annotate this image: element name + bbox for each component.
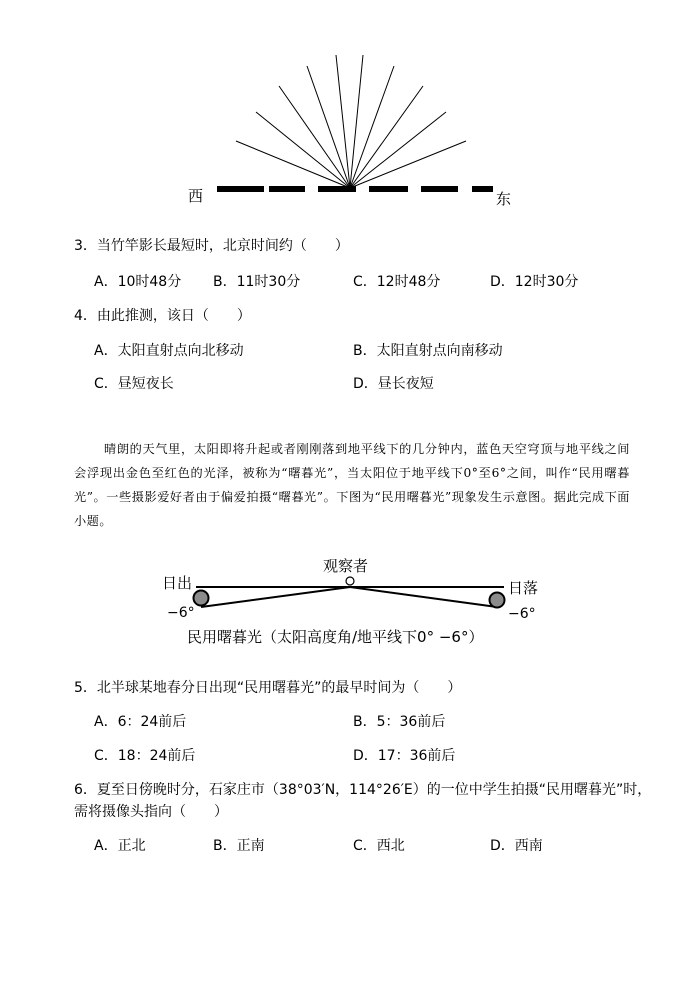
q6-stem-line2: 需将摄像头指向（ ）: [74, 804, 228, 820]
q4-option-b[interactable]: B．太阳直射点向南移动: [353, 343, 503, 359]
east-label: 东: [496, 190, 512, 208]
right-angle-label: −6°: [508, 606, 536, 622]
observer-label: 观察者: [323, 557, 369, 575]
q3-option-a[interactable]: A．10时48分: [94, 274, 182, 290]
shadow-line: [236, 141, 350, 188]
q3-stem: 3．当竹竿影长最短时，北京时间约（ ）: [74, 238, 349, 254]
shadow-fan-diagram: [0, 0, 696, 220]
dashed-ground-line: [217, 186, 493, 192]
shadow-line: [279, 86, 350, 188]
left-sightline-lower: [201, 587, 350, 607]
q3-option-c[interactable]: C．12时48分: [353, 274, 441, 290]
q6-option-a[interactable]: A．正北: [94, 838, 146, 854]
q6-option-c[interactable]: C．西北: [353, 838, 405, 854]
diagram-caption: 民用曙暮光（太阳高度角/地平线下0° −6°）: [187, 628, 484, 646]
observer-point: [346, 577, 354, 585]
q5-option-c[interactable]: C．18：24前后: [94, 748, 196, 764]
q5-option-b[interactable]: B．5：36前后: [353, 714, 446, 730]
right-sightline-lower: [350, 587, 497, 607]
sunrise-label: 日出: [162, 574, 193, 592]
q5-option-a[interactable]: A．6：24前后: [94, 714, 187, 730]
west-label: 西: [188, 187, 204, 205]
sunset-sun-icon: [490, 593, 505, 608]
q5-option-d[interactable]: D．17：36前后: [353, 748, 456, 764]
q4-option-a[interactable]: A．太阳直射点向北移动: [94, 343, 244, 359]
sunset-label: 日落: [508, 579, 539, 597]
shadow-line: [350, 112, 446, 188]
q3-option-d[interactable]: D．12时30分: [490, 274, 579, 290]
q6-option-b[interactable]: B．正南: [213, 838, 265, 854]
shadow-line: [350, 66, 394, 188]
q3-option-b[interactable]: B．11时30分: [213, 274, 301, 290]
q4-option-d[interactable]: D．昼长夜短: [353, 376, 434, 392]
q5-stem: 5．北半球某地春分日出现“民用曙暮光”的最早时间为（ ）: [74, 680, 462, 696]
q4-stem: 4．由此推测，该日（ ）: [74, 308, 251, 324]
q6-option-d[interactable]: D．西南: [490, 838, 543, 854]
q4-option-c[interactable]: C．昼短夜长: [94, 376, 174, 392]
reading-passage: 晴朗的天气里，太阳即将升起或者刚刚落到地平线下的几分钟内，蓝色天空穹顶与地平线之间会浮现出金色至红色的光泽，被称为“曙暮光”，当太阳位于地平线下0°至6°之间，叫作“民用曙暮光”。一些摄影爱好者由于偏爱拍摄“曙暮光”。下图为“民用曙暮光”现象发生示意图。据此完成下面小题。: [74, 442, 630, 528]
shadow-line: [256, 112, 350, 188]
left-angle-label: −6°: [167, 605, 195, 621]
q6-stem-line1: 6．夏至日傍晚时分，石家庄市（38°03′N，114°26′E）的一位中学生拍摄“民用曙暮光”时，: [74, 782, 652, 798]
sunrise-sun-icon: [194, 591, 209, 606]
shadow-line: [350, 55, 363, 188]
